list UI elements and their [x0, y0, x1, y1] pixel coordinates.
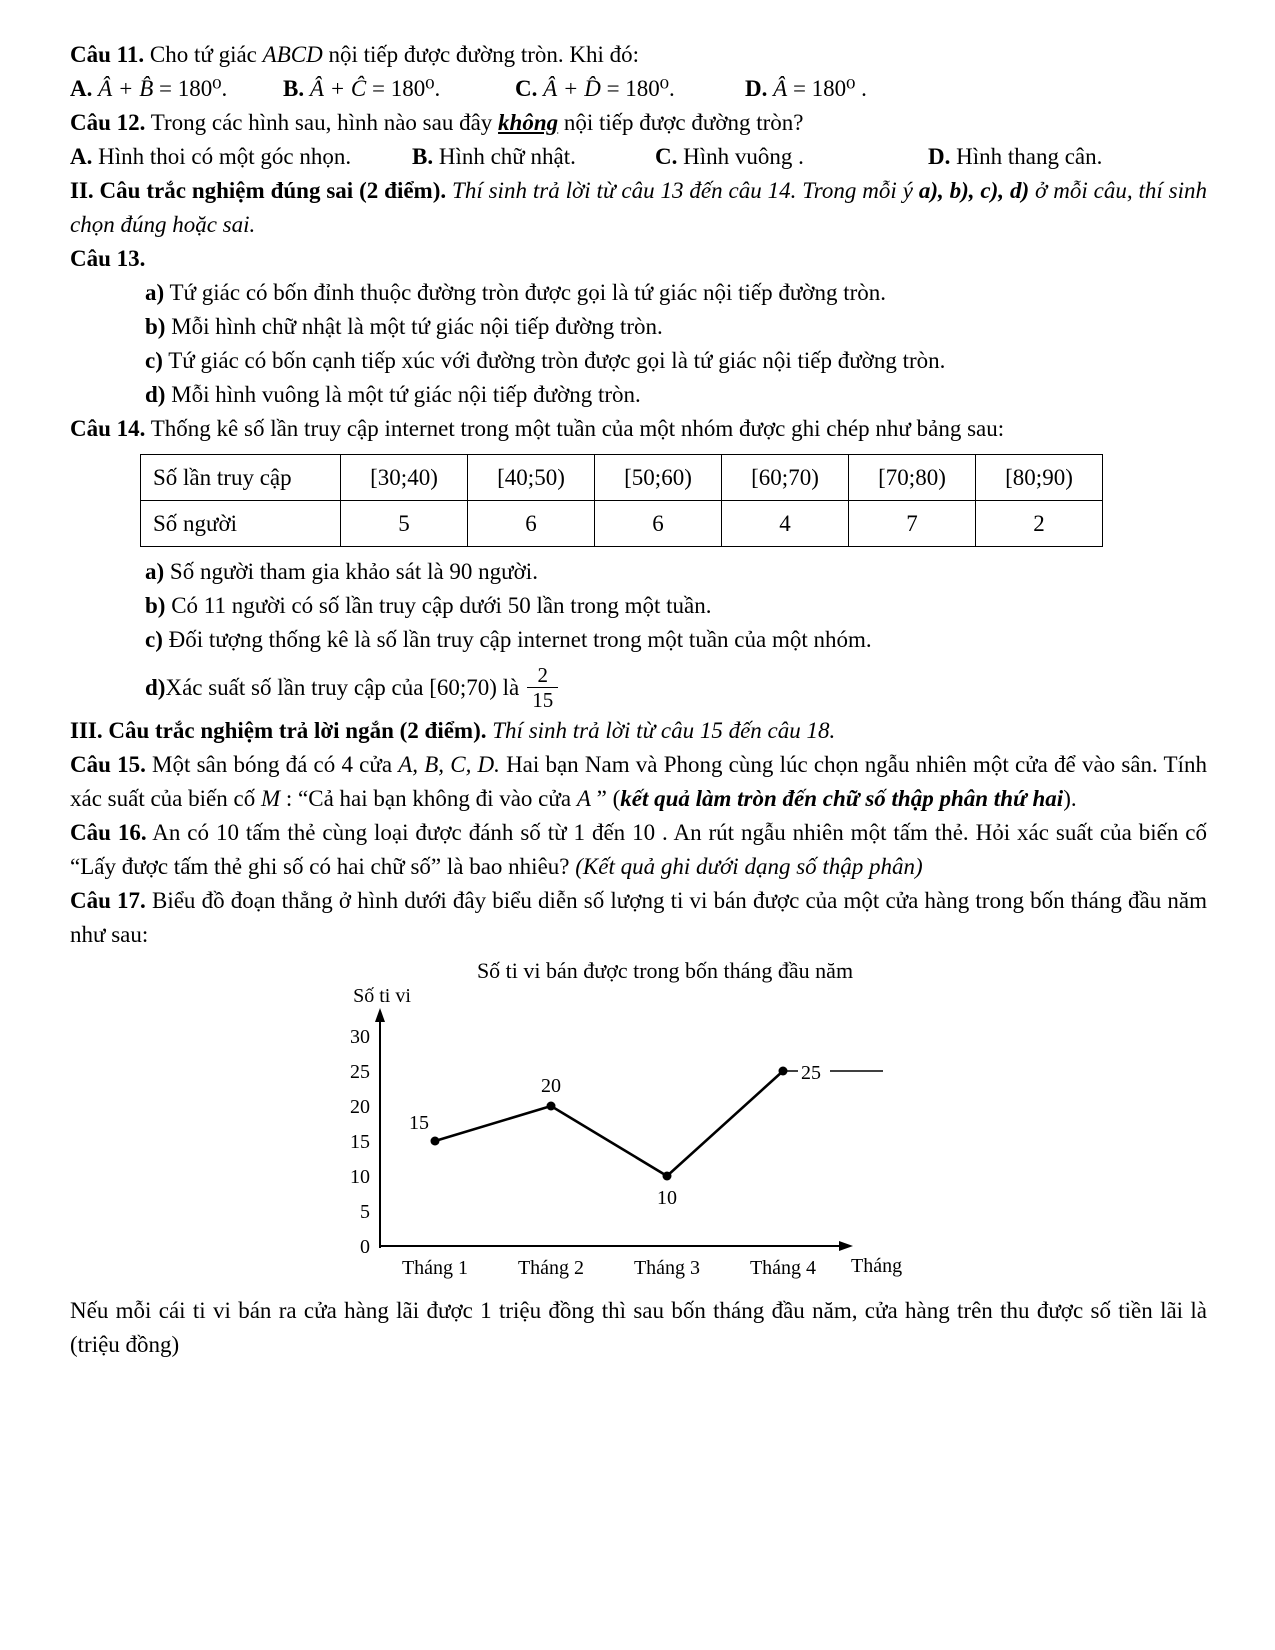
q12-option-a: [70, 140, 412, 174]
option-math: Â + D̂: [543, 76, 601, 101]
fraction-numerator: 2: [537, 663, 549, 687]
q16-format-note: (Kết quả ghi dưới dạng số thập phân): [575, 854, 923, 880]
q15-text-5: ).: [1063, 786, 1077, 812]
item-letter: a): [145, 559, 165, 584]
svg-text:25: 25: [350, 1061, 370, 1084]
option-letter: D.: [928, 144, 951, 169]
section-2-title: II. Câu trắc nghiệm đúng sai (2 điểm).: [70, 178, 447, 203]
svg-text:Tháng 4: Tháng 4: [749, 1257, 817, 1280]
q14-item-c: [70, 623, 1207, 657]
question-13-label: [70, 242, 1207, 276]
table-row-intervals: [141, 455, 1103, 501]
q12-number: Câu 12.: [70, 110, 146, 135]
fraction-denominator: 15: [527, 687, 558, 712]
tv-sales-line-chart: [335, 956, 955, 1292]
svg-text:10: 10: [657, 1187, 677, 1210]
q15-text-1: Một sân bóng đá có 4 cửa: [145, 752, 399, 778]
section-2-heading: [70, 174, 1207, 242]
option-math: Â: [773, 76, 788, 101]
option-math: Â + Ĉ: [309, 76, 367, 101]
svg-text:20: 20: [541, 1075, 561, 1098]
question-15: [70, 748, 1207, 816]
table-cell-interval: [30;40): [341, 455, 468, 501]
option-text: Hình chữ nhật.: [433, 144, 576, 169]
option-letter: A.: [70, 144, 93, 169]
q13-number: Câu 13.: [70, 246, 146, 271]
svg-text:5: 5: [360, 1201, 370, 1224]
q17-text: Biểu đồ đoạn thẳng ở hình dưới đây biểu diễn số lượng ti vi bán được của một cửa hàng trong bốn tháng đầu năm như sau:: [70, 888, 1207, 948]
q11-option-a: [70, 72, 283, 106]
svg-text:0: 0: [360, 1236, 370, 1259]
question-12-stem: [70, 106, 1207, 140]
option-letter: A.: [70, 76, 93, 101]
option-letter: C.: [655, 144, 678, 169]
svg-text:Tháng 3: Tháng 3: [633, 1257, 701, 1280]
option-eq: = 180⁰.: [153, 76, 228, 101]
section-3-heading: [70, 714, 1207, 748]
q15-event-m: M: [260, 786, 281, 812]
q17-footer: Nếu mỗi cái ti vi bán ra cửa hàng lãi được 1 triệu đồng thì sau bốn tháng đầu năm, cửa hàng trên thu được số tiền lãi là (triệu đồng): [70, 1298, 1207, 1358]
q13-item-c: [70, 344, 1207, 378]
item-text: Số người tham gia khảo sát là 90 người.: [164, 559, 538, 584]
option-eq: = 180⁰ .: [787, 76, 867, 101]
q16-text: An có 10 tấm thẻ cùng loại được đánh số từ 1 đến 10 . An rút ngẫu nhiên một tấm thẻ. Hỏi xác suất của biến cố “Lấy được tấm thẻ ghi số có hai chữ số” là bao nhiêu?: [70, 820, 1207, 880]
table-cell-interval: [80;90): [976, 455, 1103, 501]
svg-text:25: 25: [801, 1062, 821, 1085]
svg-text:Số ti vi: Số ti vi: [353, 986, 411, 1008]
svg-text:Tháng 1: Tháng 1: [401, 1257, 469, 1280]
question-17-stem: [70, 884, 1207, 952]
q12-text-pre: Trong các hình sau, hình nào sau đây: [145, 110, 499, 135]
q12-options-row: [70, 140, 1207, 174]
q11-option-b: [283, 72, 515, 106]
q12-option-d: [928, 140, 1207, 174]
option-text: Hình thoi có một góc nhọn.: [92, 144, 352, 169]
svg-text:15: 15: [409, 1112, 429, 1135]
q11-text-pre: Cho tứ giác: [144, 42, 263, 67]
table-row-counts: [141, 501, 1103, 547]
q11-options-row: [70, 72, 1207, 106]
option-text: Hình vuông .: [677, 144, 804, 169]
fraction-2-over-15: [527, 663, 558, 712]
svg-text:30: 30: [350, 1026, 370, 1049]
q16-number: Câu 16.: [70, 820, 147, 846]
table-cell-count: 2: [976, 501, 1103, 547]
q13-item-d: [70, 378, 1207, 412]
q12-option-c: [655, 140, 928, 174]
option-letter: B.: [412, 144, 434, 169]
item-letter: d): [145, 382, 166, 407]
svg-text:15: 15: [350, 1131, 370, 1154]
option-text: Hình thang cân.: [950, 144, 1103, 169]
q14-number: Câu 14.: [70, 416, 146, 441]
option-letter: C.: [515, 76, 538, 101]
question-16: [70, 816, 1207, 884]
section-2-note-bold: a), b), c), d): [918, 178, 1030, 203]
option-math: Â + B̂: [98, 76, 154, 101]
option-letter: B.: [283, 76, 305, 101]
q11-number: Câu 11.: [70, 42, 145, 67]
item-text: Có 11 người có số lần truy cập dưới 50 lần trong một tuần.: [165, 593, 712, 618]
question-14-stem: [70, 412, 1207, 446]
table-cell-count: 7: [849, 501, 976, 547]
q14-text: Thống kê số lần truy cập internet trong một tuần của một nhóm được ghi chép như bảng sau:: [145, 416, 1005, 441]
q13-item-a: [70, 276, 1207, 310]
item-text: Tứ giác có bốn đỉnh thuộc đường tròn được gọi là tứ giác nội tiếp đường tròn.: [164, 280, 886, 305]
item-letter: a): [145, 280, 165, 305]
item-text: Xác suất số lần truy cập của [60;70) là: [165, 674, 520, 700]
item-letter: d): [145, 674, 166, 700]
q15-text-4: ” (: [590, 786, 621, 812]
q17-footer-text: [70, 1294, 1207, 1362]
table-header-cell: Số người: [141, 501, 341, 547]
item-text: Mỗi hình chữ nhật là một tứ giác nội tiếp đường tròn.: [165, 314, 663, 339]
question-11-stem: [70, 38, 1207, 72]
item-text: Mỗi hình vuông là một tứ giác nội tiếp đường tròn.: [165, 382, 641, 407]
item-text: Đối tượng thống kê là số lần truy cập internet trong một tuần của một nhóm.: [162, 627, 872, 652]
table-header-cell: Số lần truy cập: [141, 455, 341, 501]
section-2-note-tail: ở mỗi câu, thí sinh chọn đúng hoặc sai.: [70, 178, 1207, 237]
q12-emphasized-word: không: [498, 110, 559, 135]
svg-text:10: 10: [350, 1166, 370, 1189]
item-letter: b): [145, 593, 166, 618]
q11-option-d: [745, 72, 1207, 106]
option-eq: = 180⁰.: [600, 76, 675, 101]
item-text: Tứ giác có bốn cạnh tiếp xúc với đường tròn được gọi là tứ giác nội tiếp đường tròn.: [162, 348, 946, 373]
q15-text-2: Hai bạn Nam và Phong cùng lúc chọn ngẫu nhiên một cửa để vào sân. Tính xác suất của biến cố: [70, 752, 1207, 812]
item-letter: c): [145, 627, 163, 652]
item-letter: b): [145, 314, 166, 339]
item-letter: c): [145, 348, 163, 373]
q15-rounding-note: kết quả làm tròn đến chữ số thập phân thứ hai: [620, 786, 1064, 812]
table-cell-interval: [50;60): [595, 455, 722, 501]
q15-gates: A, B, C, D.: [398, 752, 500, 778]
section-3-title: III. Câu trắc nghiệm trả lời ngắn (2 điểm).: [70, 718, 487, 744]
q12-option-b: [412, 140, 655, 174]
q14-item-d: [70, 663, 1207, 712]
chart-title: Số ti vi bán được trong bốn tháng đầu năm: [476, 958, 854, 984]
q12-text-post: nội tiếp được đường tròn?: [558, 110, 804, 135]
q11-quad-name: ABCD: [262, 42, 323, 67]
q11-text-post: nội tiếp được đường tròn. Khi đó:: [322, 42, 640, 67]
q13-item-b: [70, 310, 1207, 344]
table-cell-count: 4: [722, 501, 849, 547]
q14-item-b: [70, 589, 1207, 623]
table-cell-interval: [70;80): [849, 455, 976, 501]
svg-text:Tháng: Tháng: [851, 1255, 903, 1278]
option-letter: D.: [745, 76, 768, 101]
q17-number: Câu 17.: [70, 888, 146, 914]
svg-text:Tháng 2: Tháng 2: [517, 1257, 585, 1280]
line-chart: [335, 986, 955, 1286]
table-cell-count: 6: [468, 501, 595, 547]
option-eq: = 180⁰.: [366, 76, 441, 101]
q15-text-3: : “Cả hai bạn không đi vào cửa: [280, 786, 577, 812]
table-cell-interval: [40;50): [468, 455, 595, 501]
section-3-note: Thí sinh trả lời từ câu 15 đến câu 18.: [486, 718, 836, 744]
table-cell-count: 6: [595, 501, 722, 547]
q15-number: Câu 15.: [70, 752, 146, 778]
q15-gate-a: A: [576, 786, 591, 812]
svg-text:20: 20: [350, 1096, 370, 1119]
q14-item-a: [70, 555, 1207, 589]
frequency-table: [140, 454, 1103, 547]
table-cell-count: 5: [341, 501, 468, 547]
section-2-note: Thí sinh trả lời từ câu 13 đến câu 14. Trong mỗi ý: [446, 178, 919, 203]
q11-option-c: [515, 72, 745, 106]
table-cell-interval: [60;70): [722, 455, 849, 501]
